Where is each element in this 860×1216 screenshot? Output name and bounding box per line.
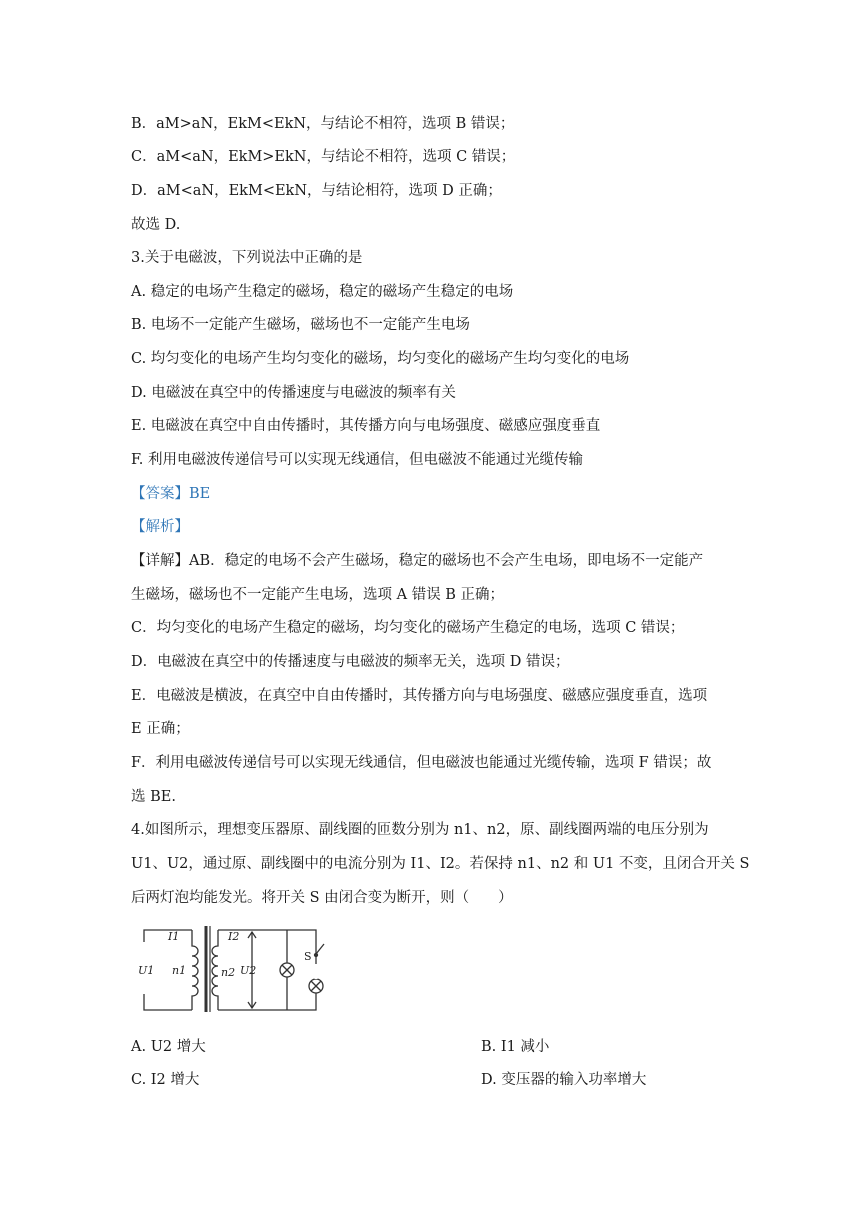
analysis-line-8: 选 BE. [131,789,176,805]
text-line-4: 故选 D. [131,217,181,233]
question-4-option-c: C. I2 增大 [131,1072,200,1088]
analysis-label: 【解析】 [131,519,189,535]
analysis-line-4: D．电磁波在真空中的传播速度与电磁波的频率无关，选项 D 错误； [131,654,570,670]
analysis-line-3: C．均匀变化的电场产生稳定的磁场，均匀变化的磁场产生稳定的电场，选项 C 错误； [131,620,685,636]
question-4-line-3: 后两灯泡均能发光。将开关 S 由闭合变为断开，则（ ） [131,890,513,906]
label-u1: U1 [138,964,155,977]
question-3-option-b: B. 电场不一定能产生磁场，磁场也不一定能产生电场 [131,317,470,333]
question-3-option-d: D. 电磁波在真空中的传播速度与电磁波的频率有关 [131,385,456,401]
label-i1: I1 [168,930,180,943]
question-4-line-2: U1、U2，通过原、副线圈中的电流分别为 I1、I2。若保持 n1、n2 和 U1 不变，且闭合开关 S [131,856,750,872]
question-3-stem: 3.关于电磁波，下列说法中正确的是 [131,250,363,266]
question-3-option-a: A. 稳定的电场产生稳定的磁场，稳定的磁场产生稳定的电场 [131,284,514,300]
text-line-1: B．aM>aN，EkM<EkN，与结论不相符，选项 B 错误； [131,116,515,132]
question-4-option-a: A. U2 增大 [131,1039,206,1055]
label-n2: n2 [221,966,236,979]
question-4-option-b: B. I1 减小 [481,1039,550,1055]
label-i2: I2 [228,930,240,943]
label-s: S [304,950,312,963]
question-4-option-d: D. 变压器的输入功率增大 [481,1072,647,1088]
question-3-option-f: F. 利用电磁波传递信号可以实现无线通信，但电磁波不能通过光缆传输 [131,452,584,468]
answer-label: 【答案】BE [131,486,211,502]
analysis-line-5: E．电磁波是横波，在真空中自由传播时，其传播方向与电场强度、磁感应强度垂直，选项 [131,688,708,704]
secondary-coil [212,930,218,1010]
question-3-option-e: E. 电磁波在真空中自由传播时，其传播方向与电场强度、磁感应强度垂直 [131,418,601,434]
text-line-3: D．aM<aN，EkM<EkN，与结论相符，选项 D 正确； [131,183,502,199]
primary-bottom-wire [144,994,192,1010]
label-n1: n1 [172,964,187,977]
analysis-line-1: 【详解】AB．稳定的电场不会产生磁场，稳定的磁场也不会产生电场，即电场不一定能产 [131,553,704,569]
primary-coil [192,930,198,1010]
switch-s [316,944,324,954]
question-4-line-1: 4.如图所示，理想变压器原、副线圈的匝数分别为 n1、n2，原、副线圈两端的电压分别为 [131,822,709,838]
label-u2: U2 [240,964,257,977]
analysis-line-7: F．利用电磁波传递信号可以实现无线通信，但电磁波也能通过光缆传输，选项 F 错误；故 [131,755,712,771]
text-line-2: C．aM<aN，EkM>EkN，与结论不相符，选项 C 错误； [131,149,516,165]
analysis-line-6: E 正确； [131,721,190,737]
transformer-circuit-diagram [138,924,334,1014]
question-3-option-c: C. 均匀变化的电场产生均匀变化的磁场，均匀变化的磁场产生均匀变化的电场 [131,351,630,367]
analysis-line-2: 生磁场，磁场也不一定能产生电场，选项 A 错误 B 正确； [131,587,505,603]
